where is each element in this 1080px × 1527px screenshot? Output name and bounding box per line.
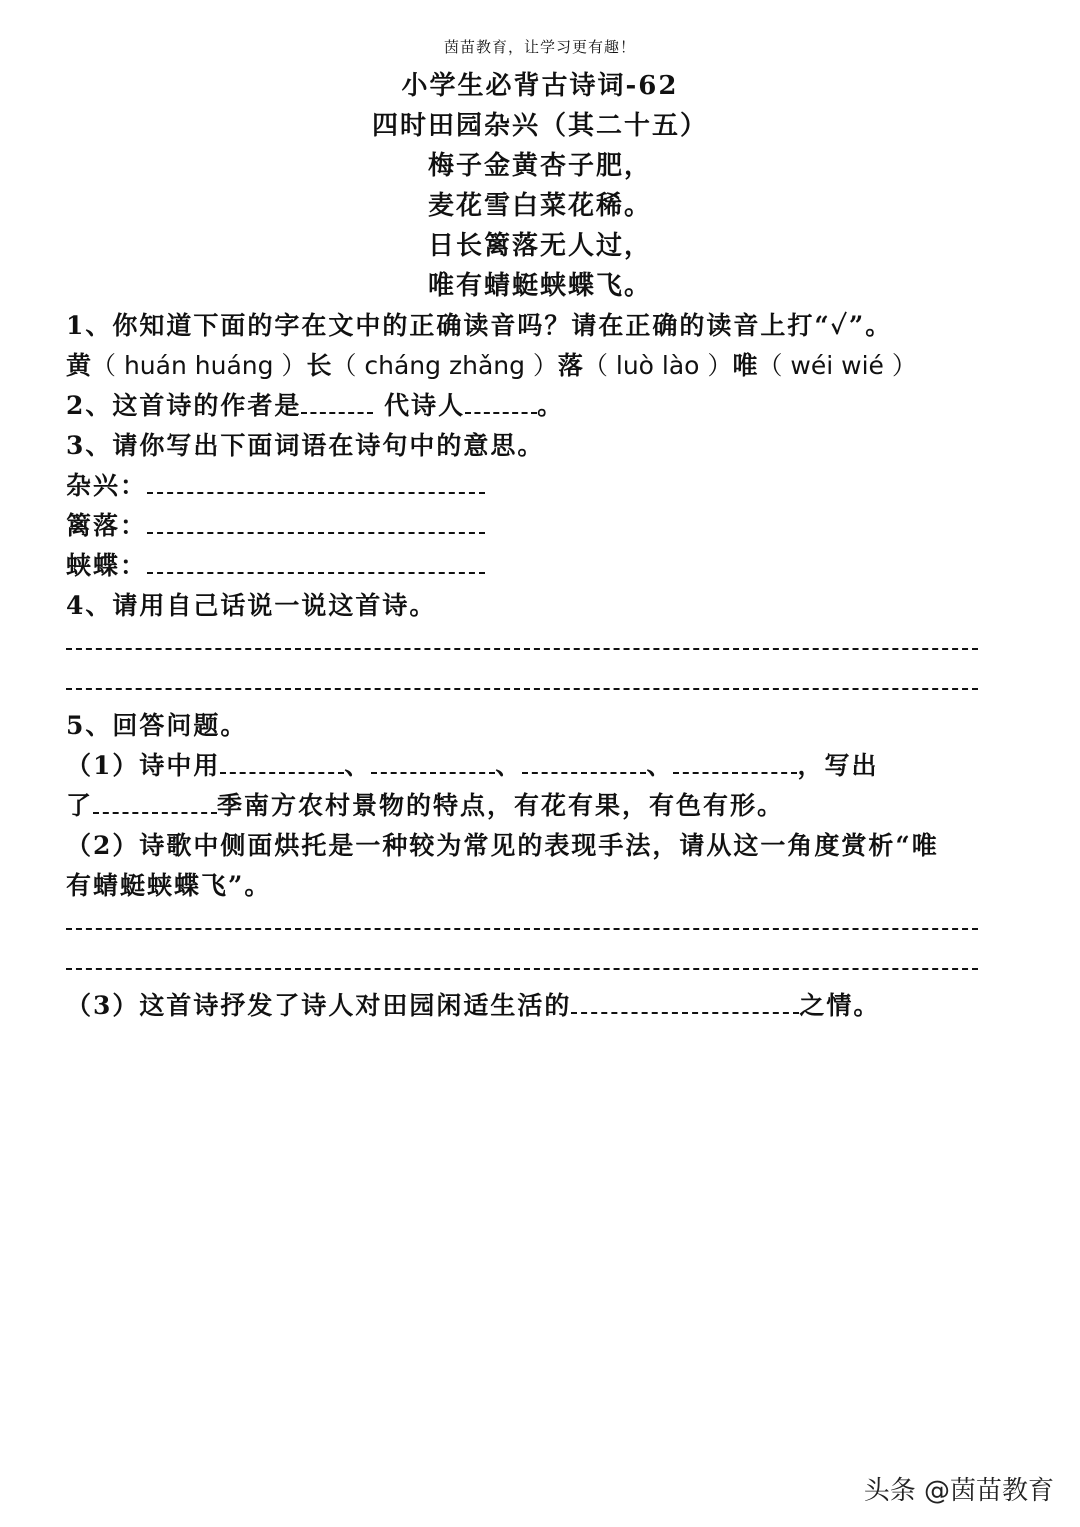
q5-prompt: 5、回答问题。 [66, 711, 248, 740]
q5-sub1-blank[interactable] [522, 750, 646, 774]
q3-word: 蛱蝶： [66, 551, 148, 580]
q1-char: 长 [306, 351, 332, 380]
q5-sub1-sep: 、 [495, 751, 523, 780]
worksheet-body [66, 306, 1016, 1026]
poem-block [0, 66, 1080, 306]
q5-sub1-text: ，写出 [797, 751, 879, 780]
q5-sub3-blank[interactable] [571, 990, 799, 1014]
q1-char: 唯 [732, 351, 758, 380]
q2-poet-blank[interactable] [465, 390, 537, 414]
q1-char: 落 [557, 351, 583, 380]
q3-word-row [66, 466, 1016, 506]
q1-pinyin-options [66, 346, 1016, 386]
q2-text: 代诗人 [384, 391, 466, 420]
q5-sub1-text: 了 [66, 791, 94, 820]
q5-sub1-blank[interactable] [673, 750, 797, 774]
q2 [66, 386, 1016, 426]
watermark: 头条 @茵苗教育 [863, 1476, 1054, 1506]
q5-sub2-line1: （2）诗歌中侧面烘托是一种较为常见的表现手法，请从这一角度赏析“唯 [66, 831, 939, 860]
q2-era-blank[interactable] [301, 390, 373, 414]
q1-option[interactable]: （ huán huáng ） [91, 351, 307, 380]
q5-sub2-line2: 有蜻蜓蛱蝶飞”。 [66, 871, 272, 900]
q3-word: 杂兴： [66, 471, 148, 500]
poem-title: 四时田园杂兴（其二十五） [371, 111, 708, 141]
q1-option[interactable]: （ luò lào ） [582, 351, 733, 380]
q5-sub1-blank[interactable] [371, 750, 495, 774]
q1-prompt: 1、你知道下面的字在文中的正确读音吗？请在正确的读音上打“✓”。 [66, 311, 893, 340]
poem-line: 唯有蜻蜓蛱蝶飞。 [427, 271, 652, 301]
q3-word-row [66, 506, 1016, 546]
q5-sub3-text: （3）这首诗抒发了诗人对田园闲适生活的 [66, 991, 572, 1020]
q1-option[interactable]: （ cháng zhǎng ） [331, 351, 558, 380]
q1-option[interactable]: （ wéi wié ） [757, 351, 917, 380]
q2-text: 2、这首诗的作者是 [66, 391, 302, 420]
q5-sub3 [66, 986, 1016, 1026]
poem-line: 麦花雪白菜花稀。 [427, 191, 652, 221]
q5-sub1-sep: 、 [646, 751, 674, 780]
q1-char: 黄 [66, 351, 92, 380]
q2-text: 。 [537, 391, 565, 420]
q5-sub1-text: 季南方农村景物的特点，有花有果，有色有形。 [217, 791, 785, 820]
q4-prompt: 4、请用自己话说一说这首诗。 [66, 591, 437, 620]
q5-sub1-text: （1）诗中用 [66, 751, 221, 780]
q3-word-row [66, 546, 1016, 586]
poem-line: 梅子金黄杏子肥， [427, 151, 652, 181]
q5-sub1 [66, 746, 1016, 786]
q5-season-blank[interactable] [93, 790, 217, 814]
q5-sub3-text: 之情。 [799, 991, 881, 1020]
q5-answer-line[interactable] [66, 946, 1016, 986]
q3-word: 篱落： [66, 511, 148, 540]
q3-answer-blank[interactable] [147, 550, 485, 574]
q5-sub1-cont [66, 786, 1016, 826]
header-slogan: 茵苗教育，让学习更有趣！ [443, 38, 636, 56]
q3-answer-blank[interactable] [147, 470, 485, 494]
q4-answer-line[interactable] [66, 666, 1016, 706]
q5-answer-line[interactable] [66, 906, 1016, 946]
q3-prompt: 3、请你写出下面词语在诗句中的意思。 [66, 431, 545, 460]
series-title: 小学生必背古诗词-62 [401, 71, 679, 101]
q5-sub1-sep: 、 [344, 751, 372, 780]
q3-answer-blank[interactable] [147, 510, 485, 534]
q4-answer-line[interactable] [66, 626, 1016, 666]
poem-line: 日长篱落无人过， [427, 231, 652, 261]
q5-sub1-blank[interactable] [220, 750, 344, 774]
